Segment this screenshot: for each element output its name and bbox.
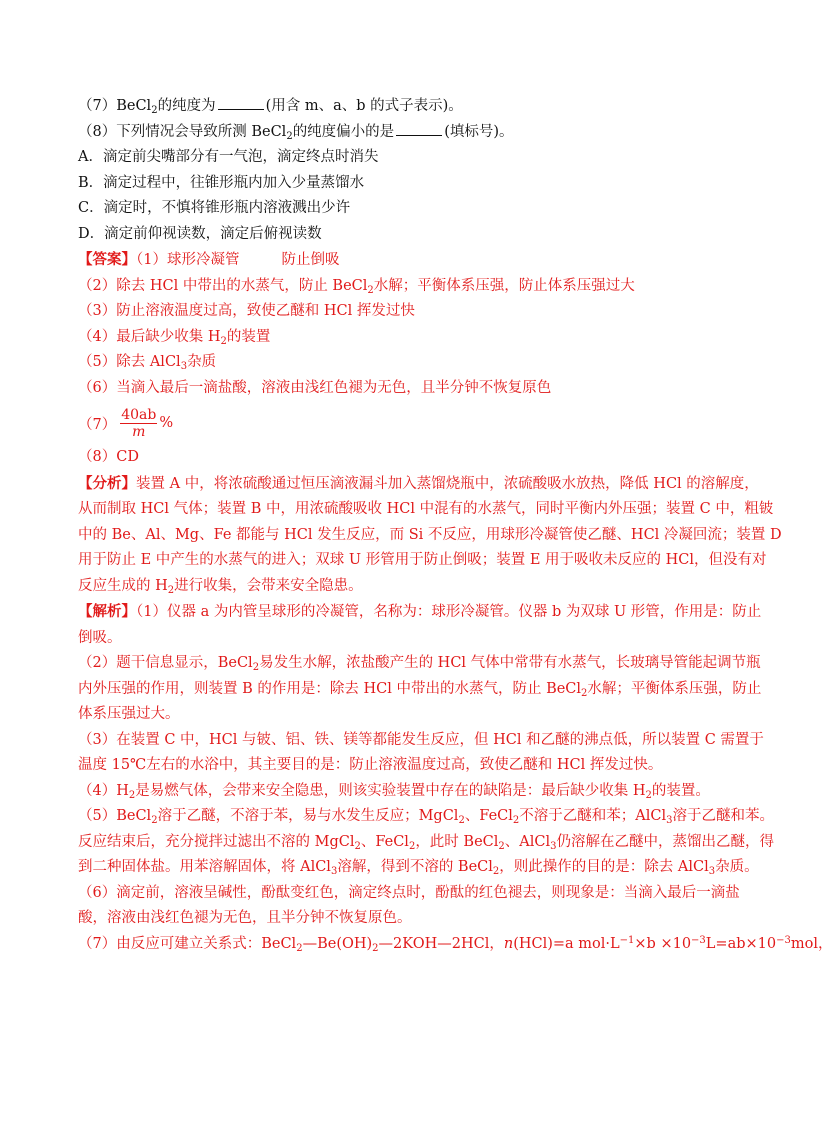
answer-blank (396, 121, 442, 136)
document-body (78, 94, 832, 957)
explanation-3: （3）在装置 C 中，HCl 与铍、铝、铁、镁等都能发生反应，但 HCl 和乙醚的沸点低，所以装置 C 需置于 温度 15℃左右的水浴中，其主要目的是：防止溶液温度过高，致使乙醚和 HCl 挥发过快。 (78, 731, 764, 773)
answer-4: （4）最后缺少收集 $H_2$的装置 (78, 328, 271, 347)
question-7: （7）BeCl$_2$的纯度为 (用含 m、a、b 的式子表示)。 (78, 94, 726, 120)
question-8: （8）下列情况会导致所测 BeCl$_2$的纯度偏小的是 (填标号)。 (78, 120, 726, 146)
option-d: D．滴定前仰视读数，滴定后俯视读数 (78, 225, 322, 242)
option-b: B．滴定过程中，往锥形瓶内加入少量蒸馏水 (78, 174, 365, 191)
analysis-tag: 【分析】 (78, 474, 136, 492)
option-a: A．滴定前尖嘴部分有一气泡，滴定终点时消失 (78, 149, 379, 165)
option-c: C．滴定时，不慎将锥形瓶内溶液溅出少许 (78, 200, 351, 216)
explanation-1: 【解析】（1）仪器 a 为内管呈球形的冷凝管，名称为：球形冷凝管。仪器 b 为双球 U 形管，作用是：防止 倒吸。 (78, 603, 762, 646)
answer-8: （8）CD (78, 449, 139, 465)
explanation-2: （2）题干信息显示，BeCl$_2$易发生水解，浓盐酸产生的 HCl 气体中常带有水蒸气，长玻璃导管能起调节瓶 内外压强的作用，则装置 B 的作用是：除去 HCl 中带出的水蒸气，防止 BeCl$_2$水解；平衡体系压强，防止 体系压强过大。 (78, 655, 762, 722)
explanation-4: $(4)H_2$是易燃气体，会带来安全隐患，则该实验装置中存在的缺陷是：最后缺少收集 $H_2$的装置。 (78, 782, 710, 801)
answer-1: 【答案】（1）球形冷凝管 防止倒吸 (78, 251, 340, 268)
answer-3: （3）防止溶液温度过高，致使乙醚和 HCl 挥发过快 (78, 303, 415, 319)
explanation-7: （7）由反应可建立关系式：$BeCl_2—Be(OH)_2—2KOH—2HCl$，n(HCl)=a $mol\cdot L^{-1}\times b \times 10^{-3}L=ab\times 10^{-3}mol$， (78, 934, 832, 954)
explanation-5: （5）BeCl$_2$溶于乙醚，不溶于苯，易与水发生反应；MgCl$_2$、FeCl$_2$不溶于乙醚和苯；AlCl$_3$溶于乙醚和苯。 反应结束后，充分搅拌过滤出不溶的 MgCl$_2$、FeCl$_2$，此时 BeCl$_2$、AlCl$_3$仍溶解在乙醚中，蒸馏出乙醚，得 到二种固体盐。用苯溶解固体，将 AlCl$_3$溶解，得到不溶的 BeCl$_2$，则此操作的目的是：除去 AlCl$_3$杂质。 (78, 808, 774, 877)
answer-6: （6）当滴入最后一滴盐酸，溶液由浅红色褪为无色，且半分钟不恢复原色 (78, 379, 552, 396)
answer-5: （5）除去 AlCl$_3$杂质 (78, 354, 217, 372)
answer-2: （2）除去 HCl 中带出的水蒸气，防止 BeCl$_2$水解；平衡体系压强，防止体系压强过大 (78, 277, 635, 296)
answer-tag: 【答案】 (78, 251, 136, 268)
answer-7: （7） $\frac{40ab}{m}$ % (78, 406, 174, 440)
answer-blank (218, 95, 264, 110)
fraction: $\frac{40ab}{m}$ (121, 406, 157, 440)
explanation-6: （6）滴定前，溶液呈碱性，酚酞变红色，滴定终点时，酚酞的红色褪去，则现象是：当滴入最后一滴盐 酸，溶液由浅红色褪为无色，且半分钟不恢复原色。 (78, 884, 740, 926)
analysis-paragraph: 【分析】装置 A 中，将浓硫酸通过恒压滴液漏斗加入蒸馏烧瓶中，浓硫酸吸水放热，降低 HCl 的溶解度， 从而制取 HCl 气体；装置 B 中，用浓硫酸吸收 HCl 中混有的水蒸气，同时平衡内外压强；装置 C 中，粗铍 中的 Be、Al、Mg、Fe 都能与 HCl 发生反应，而 Si 不反应，用球形冷凝管使乙醚、HCl 冷凝回流；装置 D 用于防止 E 中产生的水蒸气的进入；双球 U 形管用于防止倒吸；装置 E 用于吸收未反应的 HCl，但没有对 反应生成的 $H_2$进行收集，会带来安全隐患。 (78, 474, 782, 596)
explanation-tag: 【解析】 (78, 603, 136, 620)
